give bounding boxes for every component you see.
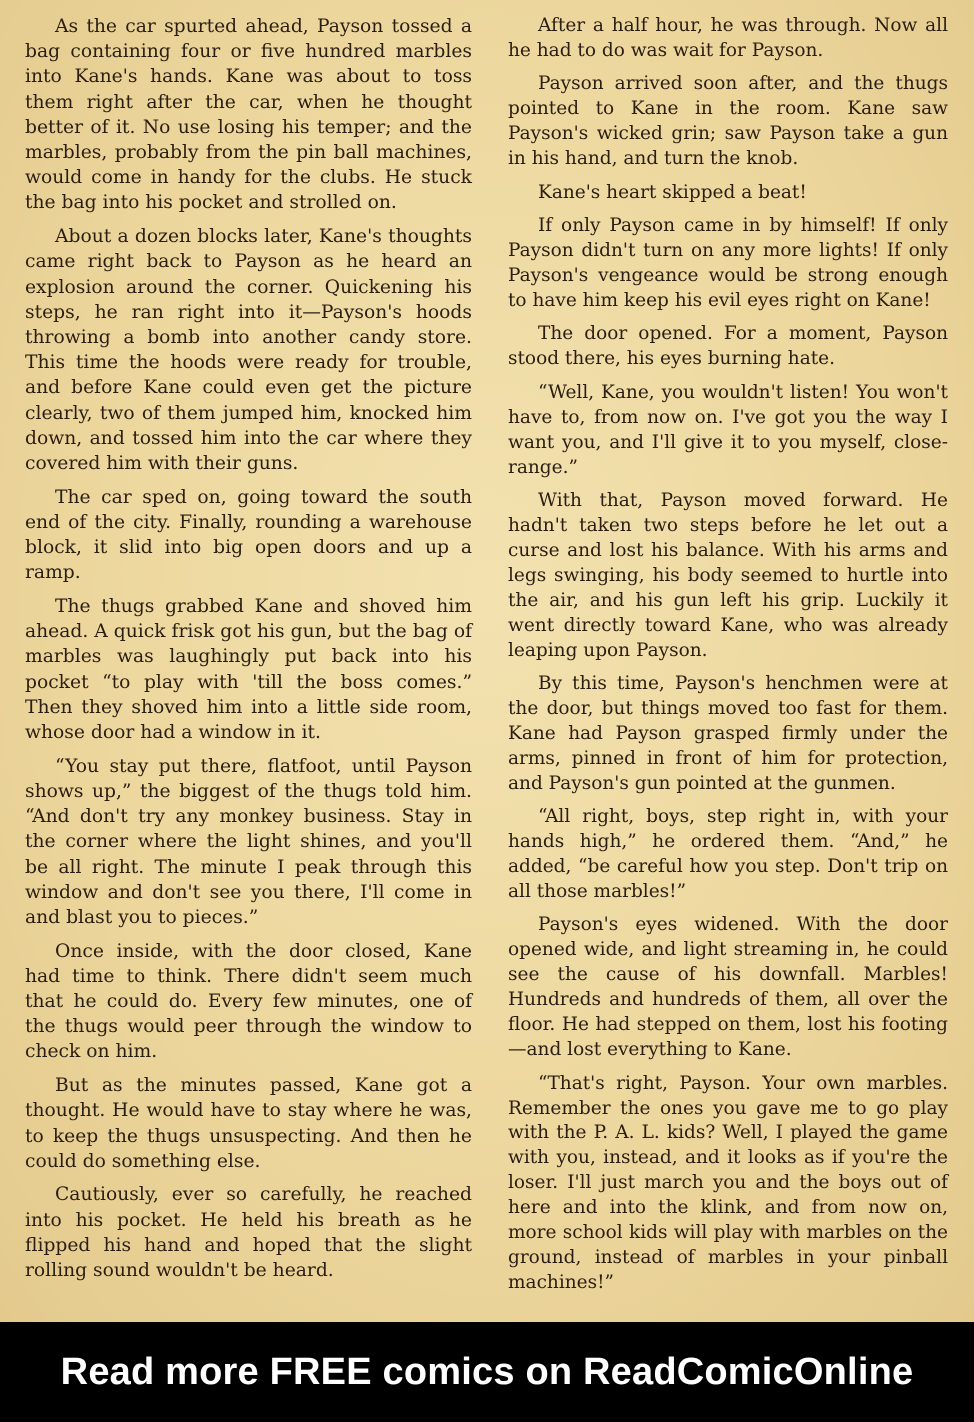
story-column-right	[508, 14, 948, 1305]
story-paragraph: Once inside, with the door closed, Kane had time to think. There didn't seem much that he could do. Every few minutes, one of the thugs would peer through the window to check on him.	[25, 940, 472, 1063]
story-paragraph: As the car spurted ahead, Payson tossed a bag containing four or five hundred marbles into Kane's hands. Kane was about to toss them right after the car, when he thought better of it. No use losing his temper; and the marbles, probably from the pin ball machines, would come in handy for the clubs. He stuck the bag into his pocket and strolled on.	[25, 16, 472, 214]
story-paragraph: But as the minutes passed, Kane got a thought. He would have to stay where he was, to keep the thugs unsuspecting. And then he could do something else.	[25, 1075, 472, 1172]
story-paragraph: The thugs grabbed Kane and shoved him ahead. A quick frisk got his gun, but the bag of marbles was laughingly put back into his pocket “to play with 'till the boss comes.” Then they shoved him into a little side room, whose door had a window in it.	[25, 595, 472, 743]
story-paragraph: “Well, Kane, you wouldn't listen! You won't have to, from now on. I've got you the way I want you, and I'll give it to you myself, close-range.”	[508, 381, 948, 478]
story-paragraph: The car sped on, going toward the south end of the city. Finally, rounding a warehouse block, it slid into big open doors and up a ramp.	[25, 486, 472, 584]
story-paragraph: The door opened. For a moment, Payson stood there, his eyes burning hate.	[508, 323, 948, 370]
story-paragraph: Payson's eyes widened. With the door opened wide, and light streaming in, he could see the cause of his downfall. Marbles! Hundreds and hundreds of them, all over the floor. He had stepped on them, lost his footing—and lost everything to Kane.	[508, 914, 948, 1061]
story-paragraph: “All right, boys, step right in, with your hands high,” he ordered them. “And,” he added, “be careful how you step. Don't trip on all those marbles!”	[508, 806, 948, 902]
story-paragraph: By this time, Payson's henchmen were at the door, but things moved too fast for them. Kane had Payson grasped firmly under the arms, pinned in front of him for protection, and Payson's gun pointed at the gunmen.	[508, 673, 948, 794]
story-paragraph: “You stay put there, flatfoot, until Payson shows up,” the biggest of the thugs told him. “And don't try any monkey business. Stay in the corner where the light shines, and you'll be all right. The minute I peak through this window and don't see you there, I'll come in and blast you to pieces.”	[25, 755, 472, 928]
promo-banner-text[interactable]: Read more FREE comics on ReadComicOnline	[60, 1350, 914, 1393]
story-paragraph: After a half hour, he was through. Now all he had to do was wait for Payson.	[508, 15, 948, 61]
story-paragraph: About a dozen blocks later, Kane's thoughts came right back to Payson as he heard an explosion around the corner. Quickening his steps, he ran right into it—Payson's hoods throwing a bomb into another candy store. This time the hoods were ready for trouble, and before Kane could even get the picture clearly, two of them jumped him, knocked him down, and tossed him into the car where they covered him with their guns.	[25, 226, 472, 474]
story-paragraph: With that, Payson moved forward. He hadn't taken two steps before he let out a curse and lost his balance. With his arms and legs swinging, his body seemed to hurtle into the air, and his gun left his grip. Luckily it went directly toward Kane, who was already leaping upon Payson.	[508, 489, 948, 661]
story-paragraph: Payson arrived soon after, and the thugs pointed to Kane in the room. Kane saw Payson's wicked grin; saw Payson take a gun in his hand, and turn the knob.	[508, 73, 948, 170]
story-paragraph: Kane's heart skipped a beat!	[538, 181, 807, 203]
story-paragraph: If only Payson came in by himself! If only Payson didn't turn on any more lights! If only Payson's vengeance would be strong enough to have him keep his evil eyes right on Kane!	[508, 215, 948, 311]
promo-banner[interactable]	[0, 1322, 974, 1422]
story-paragraph: Cautiously, ever so carefully, he reached into his pocket. He held his breath as he flipped his hand and hoped that the slight rolling sound wouldn't be heard.	[25, 1184, 472, 1282]
story-paragraph: “That's right, Payson. Your own marbles. Remember the ones you gave me to go play with the P. A. L. kids? Well, I played the game with you, instead, and it looks as if you're the loser. I'll just march you and the boys out of here and into the klink, and from now on, more school kids will play with marbles on the ground, instead of marbles in your pinball machines!”	[508, 1072, 948, 1294]
story-column-left	[25, 14, 472, 1292]
